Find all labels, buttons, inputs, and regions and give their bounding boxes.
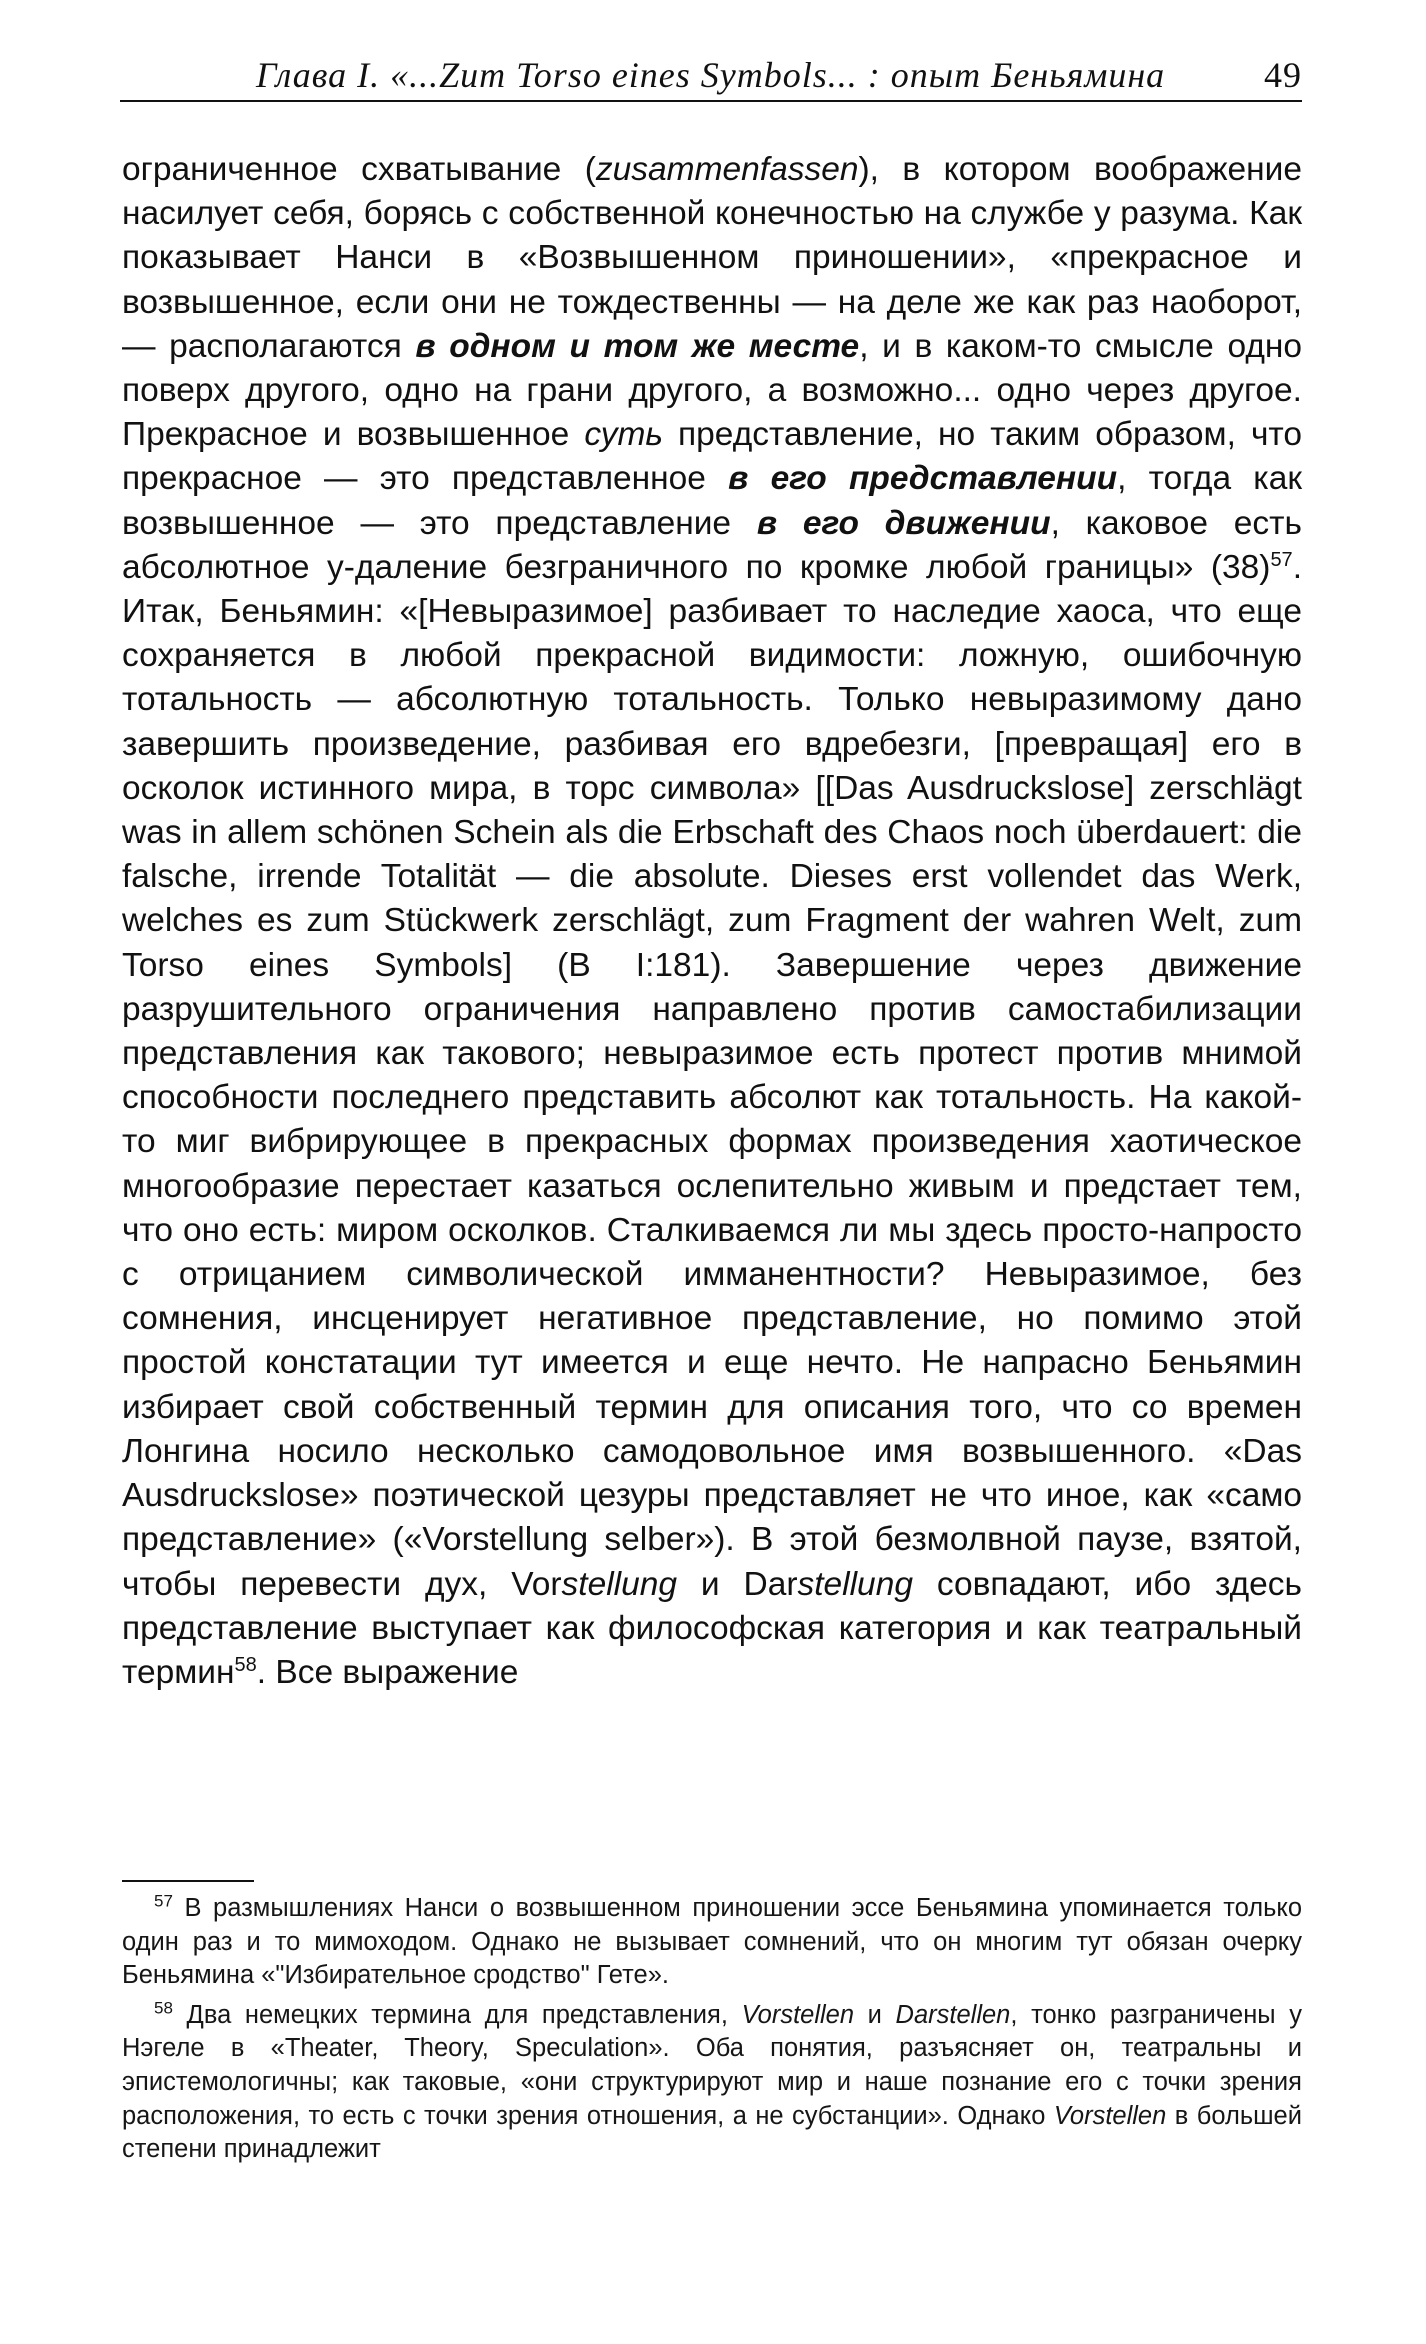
running-title: Глава I. «...Zum Torso eines Symbols... : опыт Беньямина [256, 55, 1166, 95]
main-text [122, 148, 1302, 1695]
text-run: , и в каком-то смысле одно поверх другого, одно на грани другого, а возможно... одно через другое. Прекрасное и возвышенное [122, 327, 1303, 454]
italic-term: zusammenfassen [595, 151, 859, 188]
footnote-text: , тонко разграничены у Нэгеле в «Theater, Theory, Speculation». Оба понятия, разъясняет он, театральны и эпистемологичны; как таковые, «они структурируют мир и наше познание его с точки зрения расположения, то есть с точки зрения отношения, а не субстанции». Однако [122, 2000, 1303, 2130]
text-run: совпадают, ибо здесь представление выступает как философская категория и как театральный термин [122, 1565, 1302, 1691]
italic-term: stellung [561, 1565, 677, 1603]
text-run: и [677, 1565, 744, 1603]
footnote-ref-58[interactable]: 58 [234, 1653, 257, 1676]
text-run: . Итак, Беньямин: «[Невыразимое] разбивает то наследие хаоса, что еще сохраняется в любой прекрасной видимости: ложную, ошибочную тотальность — абсолютную тотальность. Только невыразимому дано завершить произведение, разбивая его вдребезги, [превращая] его в осколок истинного мира, в торс символа» [[Das Ausdruckslose] zerschlägt was in allem schönen Schein als die Erbschaft des Chaos noch überdauert: die falsche, irrende Totalität — die absolute. Dieses erst vollendet das Werk, welches es zum Stückwerk zerschlägt, zum Fragment der wahren Welt, zum Torso eines Symbols] (B I:181). Завершение через движение разрушительного ограничения направлено против самостабилизации представления как такового; невыразимое есть протест против мнимой способности последнего представить абсолют как тотальность. На какой-то миг вибрирующее в прекрасных формах произведения хаотическое многообразие перестает казаться ослепительно живым и предстает тем, что оно есть: миром осколков. Сталкиваемся ли мы здесь просто-напросто с отрицанием символической имманентности? Невыразимое, без сомнения, инсценирует негативное представление, но помимо этой простой констатации тут имеется и еще нечто. Не напрасно Беньямин избирает свой собственный термин для описания того, что со времен Лонгина носило несколько самодовольное имя возвышенного. «Das Ausdruckslose» поэтической цезуры представляет не что иное, как «само представление» («Vorstellung selber»). В этой безмолвной паузе, взятой, чтобы перевести дух, [122, 548, 1302, 1603]
italic-term: Vorstellen [1053, 2101, 1167, 2130]
italic-term: stellung [797, 1565, 913, 1603]
text-run: , тогда как возвышенное — это представление [122, 460, 1302, 542]
text-run: Vor [511, 1565, 562, 1603]
running-head [120, 50, 1302, 100]
text-run: представление, но таким образом, что прекрасное — это представленное [122, 416, 1303, 498]
text-run: ), в котором воображение насилует себя, борясь с собственной конечностью на службе у разума. Как показывает Нанси в «Возвышенном приношении», «прекрасное и возвышенное, если они не тождественны — на деле же как раз наоборот, — располагаются [122, 151, 1302, 365]
italic-term: Darstellen [895, 2000, 1011, 2029]
footnotes [122, 1892, 1302, 2173]
italic-term: Vorstellen [741, 2000, 855, 2029]
footnote-text: в большей степени принадлежит [122, 2101, 1302, 2164]
emphasis: в его движении [756, 504, 1051, 542]
footnote-marker: 58 [154, 1998, 173, 2018]
text-run: ограниченное схватывание ( [122, 151, 596, 188]
footnote-58 [122, 1999, 1302, 2167]
footnote-text: Два немецких термина для представления, [172, 2000, 742, 2029]
footnote-rule [122, 1880, 254, 1882]
text-run: Dar [743, 1565, 798, 1603]
emphasis: в его представлении [728, 460, 1118, 498]
page-number: 49 [1264, 55, 1302, 95]
text-run: . Все выражение [256, 1653, 519, 1691]
footnote-57 [122, 1892, 1302, 1993]
paragraph [122, 148, 1302, 1695]
emphasis: в одном и том же месте [415, 327, 860, 365]
footnote-ref-57[interactable]: 57 [1270, 548, 1293, 571]
header-rule [120, 100, 1302, 102]
text-run: , каковое есть абсолютное у-даление безграничного по кромке любой границы» (38) [122, 504, 1302, 586]
footnote-text: В размышлениях Нанси о возвышенном приношении эссе Беньямина упоминается только один раз и то мимоходом. Однако не вызывает сомнений, что он многим тут обязан очерку Беньямина «"Избирательное сродство" Гете». [122, 1894, 1302, 1990]
footnote-text: и [854, 2000, 896, 2029]
footnote-marker: 57 [154, 1891, 173, 1911]
italic-term: суть [584, 416, 663, 454]
